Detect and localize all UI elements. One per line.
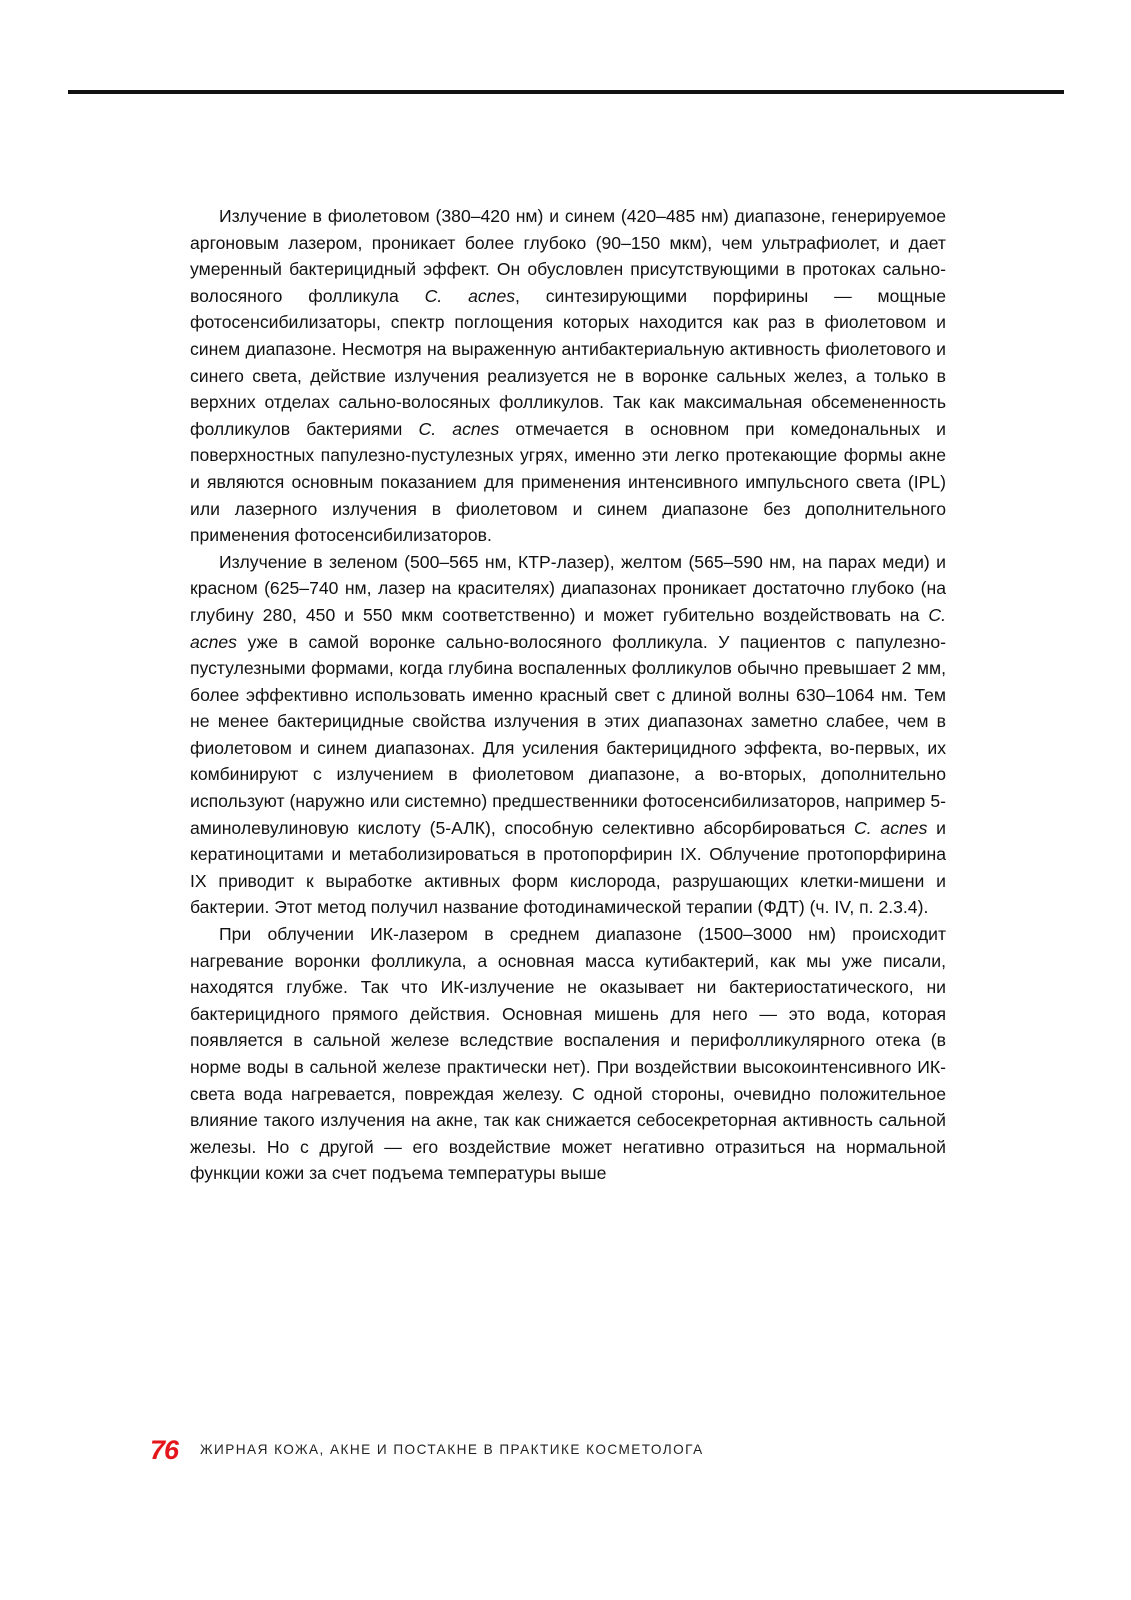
text-segment: и кератиноцитами и метаболизироваться в протопорфирин IX. Облучение протопорфирина IX приводит к выработке активных форм кислорода, разрушающих клетки-мишени и бактерии. Этот метод получил название фотодинамической терапии (ФДТ) (ч. IV, п. 2.3.4). <box>190 817 946 918</box>
text-segment: , синтезирующими порфирины — мощные фотосенсибилизаторы, спектр поглощения которых находится как раз в фиолетовом и синем диапазоне. Несмотря на выраженную антибактериальную активность фиолетового и синего света, действие излучения реализуется не в воронке сальных желез, а только в верхних отделах сально-волосяных фолликулов. Так как максимальная обсемененность фолликулов бактериями <box>190 285 946 439</box>
text-segment: отмечается в основном при комедональных и поверхностных папулезно-пустулезных угрях, именно эти легко протекающие формы акне и являются основным показанием для применения интенсивного импульсного света (IPL) или лазерного излучения в фиолетовом и синем диапазоне без дополнительного применения фотосенсибилизаторов. <box>190 418 946 546</box>
page-footer <box>150 1432 704 1468</box>
species-name: C. acnes <box>854 817 928 838</box>
paragraph-2 <box>190 549 946 921</box>
text-segment: Излучение в зеленом (500–565 нм, КТР-лазер), желтом (565–590 нм, на парах меди) и красном (625–740 нм, лазер на красителях) диапазонах проникает достаточно глубоко (на глубину 280, 450 и 550 мкм соответственно) и может губительно воздействовать на <box>190 551 946 625</box>
text-segment: При облучении ИК-лазером в среднем диапазоне (1500–3000 нм) происходит нагревание воронки фолликула, а основная масса кутибактерий, как мы уже писали, находятся глубже. Так что ИК-излучение не оказывает ни бактериостатического, ни бактерицидного прямого действия. Основная мишень для него — это вода, которая появляется в сальной железе вследствие воспаления и перифолликулярного отека (в норме воды в сальной железе практически нет). При воздействии высокоинтенсивного ИК-света вода нагревается, повреждая железу. С одной стороны, очевидно положительное влияние такого излучения на акне, так как снижается себосекреторная активность сальной железы. Но с другой — его воздействие может негативно отразиться на нормальной функции кожи за счет подъема температуры выше <box>190 924 946 1184</box>
species-name: C. acnes <box>190 604 946 652</box>
body-text <box>190 203 946 1187</box>
paragraph-1 <box>190 203 946 549</box>
species-name: C. acnes <box>418 418 500 439</box>
species-name: C. acnes <box>424 285 516 306</box>
running-title: ЖИРНАЯ КОЖА, АКНЕ И ПОСТАКНЕ В ПРАКТИКЕ КОСМЕТОЛОГА <box>200 1442 704 1458</box>
text-segment: Излучение в фиолетовом (380–420 нм) и синем (420–485 нм) диапазоне, генерируемое аргоновым лазером, проникает более глубоко (90–150 мкм), чем ультрафиолет, и дает умеренный бактерицидный эффект. Он обусловлен присутствующими в протоках сально-волосяного фолликула <box>190 206 946 306</box>
paragraph-3 <box>190 921 946 1187</box>
header-rule <box>68 90 1064 94</box>
page-number: 76 <box>150 1434 179 1465</box>
text-segment: уже в самой воронке сально-волосяного фолликула. У пациентов с папулезно-пустулезными формами, когда глубина воспаленных фолликулов обычно превышает 2 мм, более эффективно использовать именно красный свет с длиной волны 630–1064 нм. Тем не менее бактерицидные свойства излучения в этих диапазонах заметно слабее, чем в фиолетовом и синем диапазонах. Для усиления бактерицидного эффекта, во-первых, их комбинируют с излучением в фиолетовом диапазоне, а во-вторых, дополнительно используют (наружно или системно) предшественники фотосенсибилизаторов, например 5-аминолевулиновую кислоту (5-АЛК), способную селективно абсорбироваться <box>190 631 946 838</box>
